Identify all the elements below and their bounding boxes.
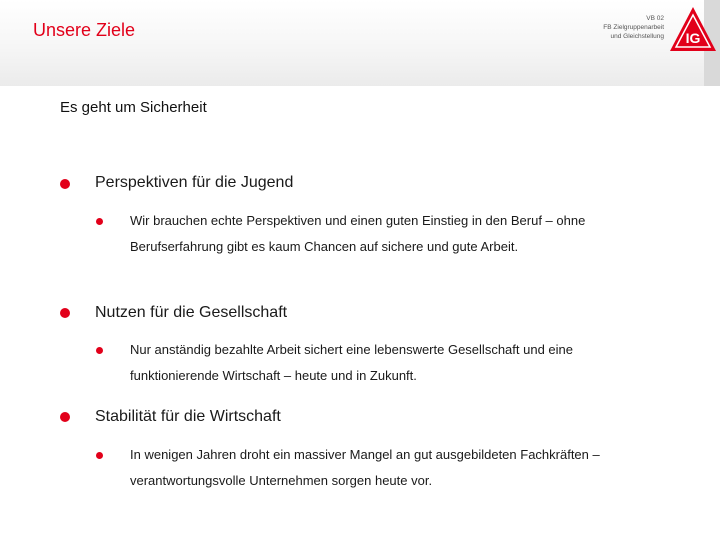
- section-point: Wir brauchen echte Perspektiven und einen guten Einstieg in den Beruf – ohne Berufserfahrung gibt es kaum Chancen auf sichere und gute Arbeit.: [130, 213, 586, 254]
- logo-text: IG: [685, 30, 701, 46]
- section-heading: Perspektiven für die Jugend: [95, 174, 294, 191]
- section-point: Nur anständig bezahlte Arbeit sichert eine lebenswerte Gesellschaft und eine funktionierende Wirtschaft – heute und in Zukunft.: [130, 342, 573, 383]
- org-info: [544, 14, 664, 41]
- subtitle: Es geht um Sicherheit: [60, 99, 207, 116]
- section-point: In wenigen Jahren droht ein massiver Mangel an gut ausgebildeten Fachkräften – verantwortungsvolle Unternehmen sorgen heute vor.: [130, 447, 600, 488]
- org-line: VB 02: [646, 15, 664, 22]
- org-line: und Gleichstellung: [610, 33, 664, 40]
- page-title: Unsere Ziele: [33, 20, 136, 40]
- sub-bullet-dot: [96, 347, 103, 354]
- bullet-dot: [60, 179, 70, 189]
- sub-bullet-dot: [96, 452, 103, 459]
- header-bar: [0, 0, 720, 86]
- sub-bullet-dot: [96, 218, 103, 225]
- bullet-dot: [60, 308, 70, 318]
- bullet-dot: [60, 412, 70, 422]
- section-heading: Nutzen für die Gesellschaft: [95, 304, 288, 321]
- igmetall-logo: [668, 5, 718, 55]
- section-heading: Stabilität für die Wirtschaft: [95, 408, 281, 425]
- org-line: FB Zielgruppenarbeit: [603, 24, 664, 31]
